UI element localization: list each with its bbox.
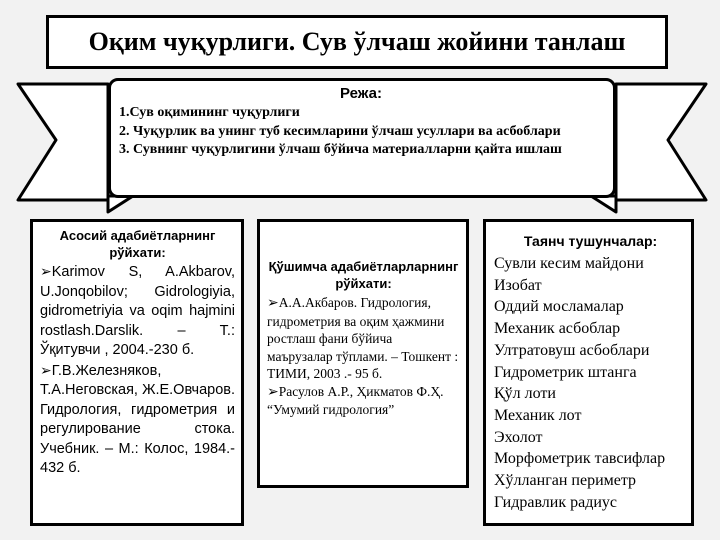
key-concepts-heading: Таянч тушунчалар: [523,233,658,249]
literature-item: ➢Расулов А.Р., Ҳикматов Ф.Ҳ. “Умумий гидрология” [267,383,444,417]
literature-item: ➢А.А.Акбаров. Гидрология, гидрометрия ва оқим ҳажмини ростлаш фани бўйича маърузалар тўплами. – Тошкент : ТИМИ, 2003 .- 95 б. [267,295,459,381]
slide-title: Оқим чуқурлиги. Сув ўлчаш жойини танлаш [46,15,668,69]
concept-item: Ултратовуш асбоблари [494,341,650,359]
concept-item: Изобат [494,276,542,294]
concept-item: Хўлланган периметр [494,472,637,490]
plan-item: 2. Чуқурлик ва унинг туб кесимларини ўлчаш усуллари ва асбоблари [119,123,561,139]
concept-item: Морфометрик тавсифлар [494,450,666,468]
ribbon-left-fold [108,196,133,212]
concept-item: Оддий мосламалар [494,298,624,316]
ribbon-left-tail [18,84,108,200]
plan-item: 3. Сувнинг чуқурлигини ўлчаш бўйича материалларни қайта ишлаш [119,142,562,157]
concept-item: Гидравлик радиус [494,493,618,511]
main-literature-heading: Асосий адабиётларнинг рўйхати: [59,228,216,260]
ribbon-right-tail [616,84,706,200]
ribbon-right-fold [591,196,616,212]
additional-literature-heading: Қўшимча адабиётларларнинг рўйхати: [268,259,459,291]
concept-item: Қўл лоти [494,385,556,403]
literature-item: ➢Г.В.Железняков, Т.А.Неговская, Ж.Е.Овчаров. Гидрология, гидрометрия и регулирование стока. Учебник. – М.: Колос, 1984.- 432 б. [40,361,235,476]
plan-heading: Режа: [340,85,382,102]
concept-item: Эхолот [494,428,543,446]
plan-box [108,78,616,198]
arrow-bullet-icon: ➢ [267,384,279,400]
literature-item: ➢Karimov S, A.Akbarov, U.Jonqobilov; Gidrologiyia, gidrometriyia va oqim hajmini rostlash.Darslik. – T.: Ўқитувчи , 2004.-230 б. [40,263,235,358]
key-concepts-panel [483,219,694,526]
concept-item: Гидрометрик штанга [494,363,637,381]
concept-item: Механик лот [494,406,582,424]
concept-item: Сувли кесим майдони [494,255,644,272]
concept-item: Механик асбоблар [494,320,621,338]
main-literature-panel [30,219,244,526]
arrow-bullet-icon: ➢ [267,296,279,311]
plan-item: 1.Сув оқимининг чуқурлиги [119,105,300,120]
arrow-bullet-icon: ➢ [40,361,52,378]
additional-literature-panel [257,219,469,488]
arrow-bullet-icon: ➢ [40,263,52,279]
